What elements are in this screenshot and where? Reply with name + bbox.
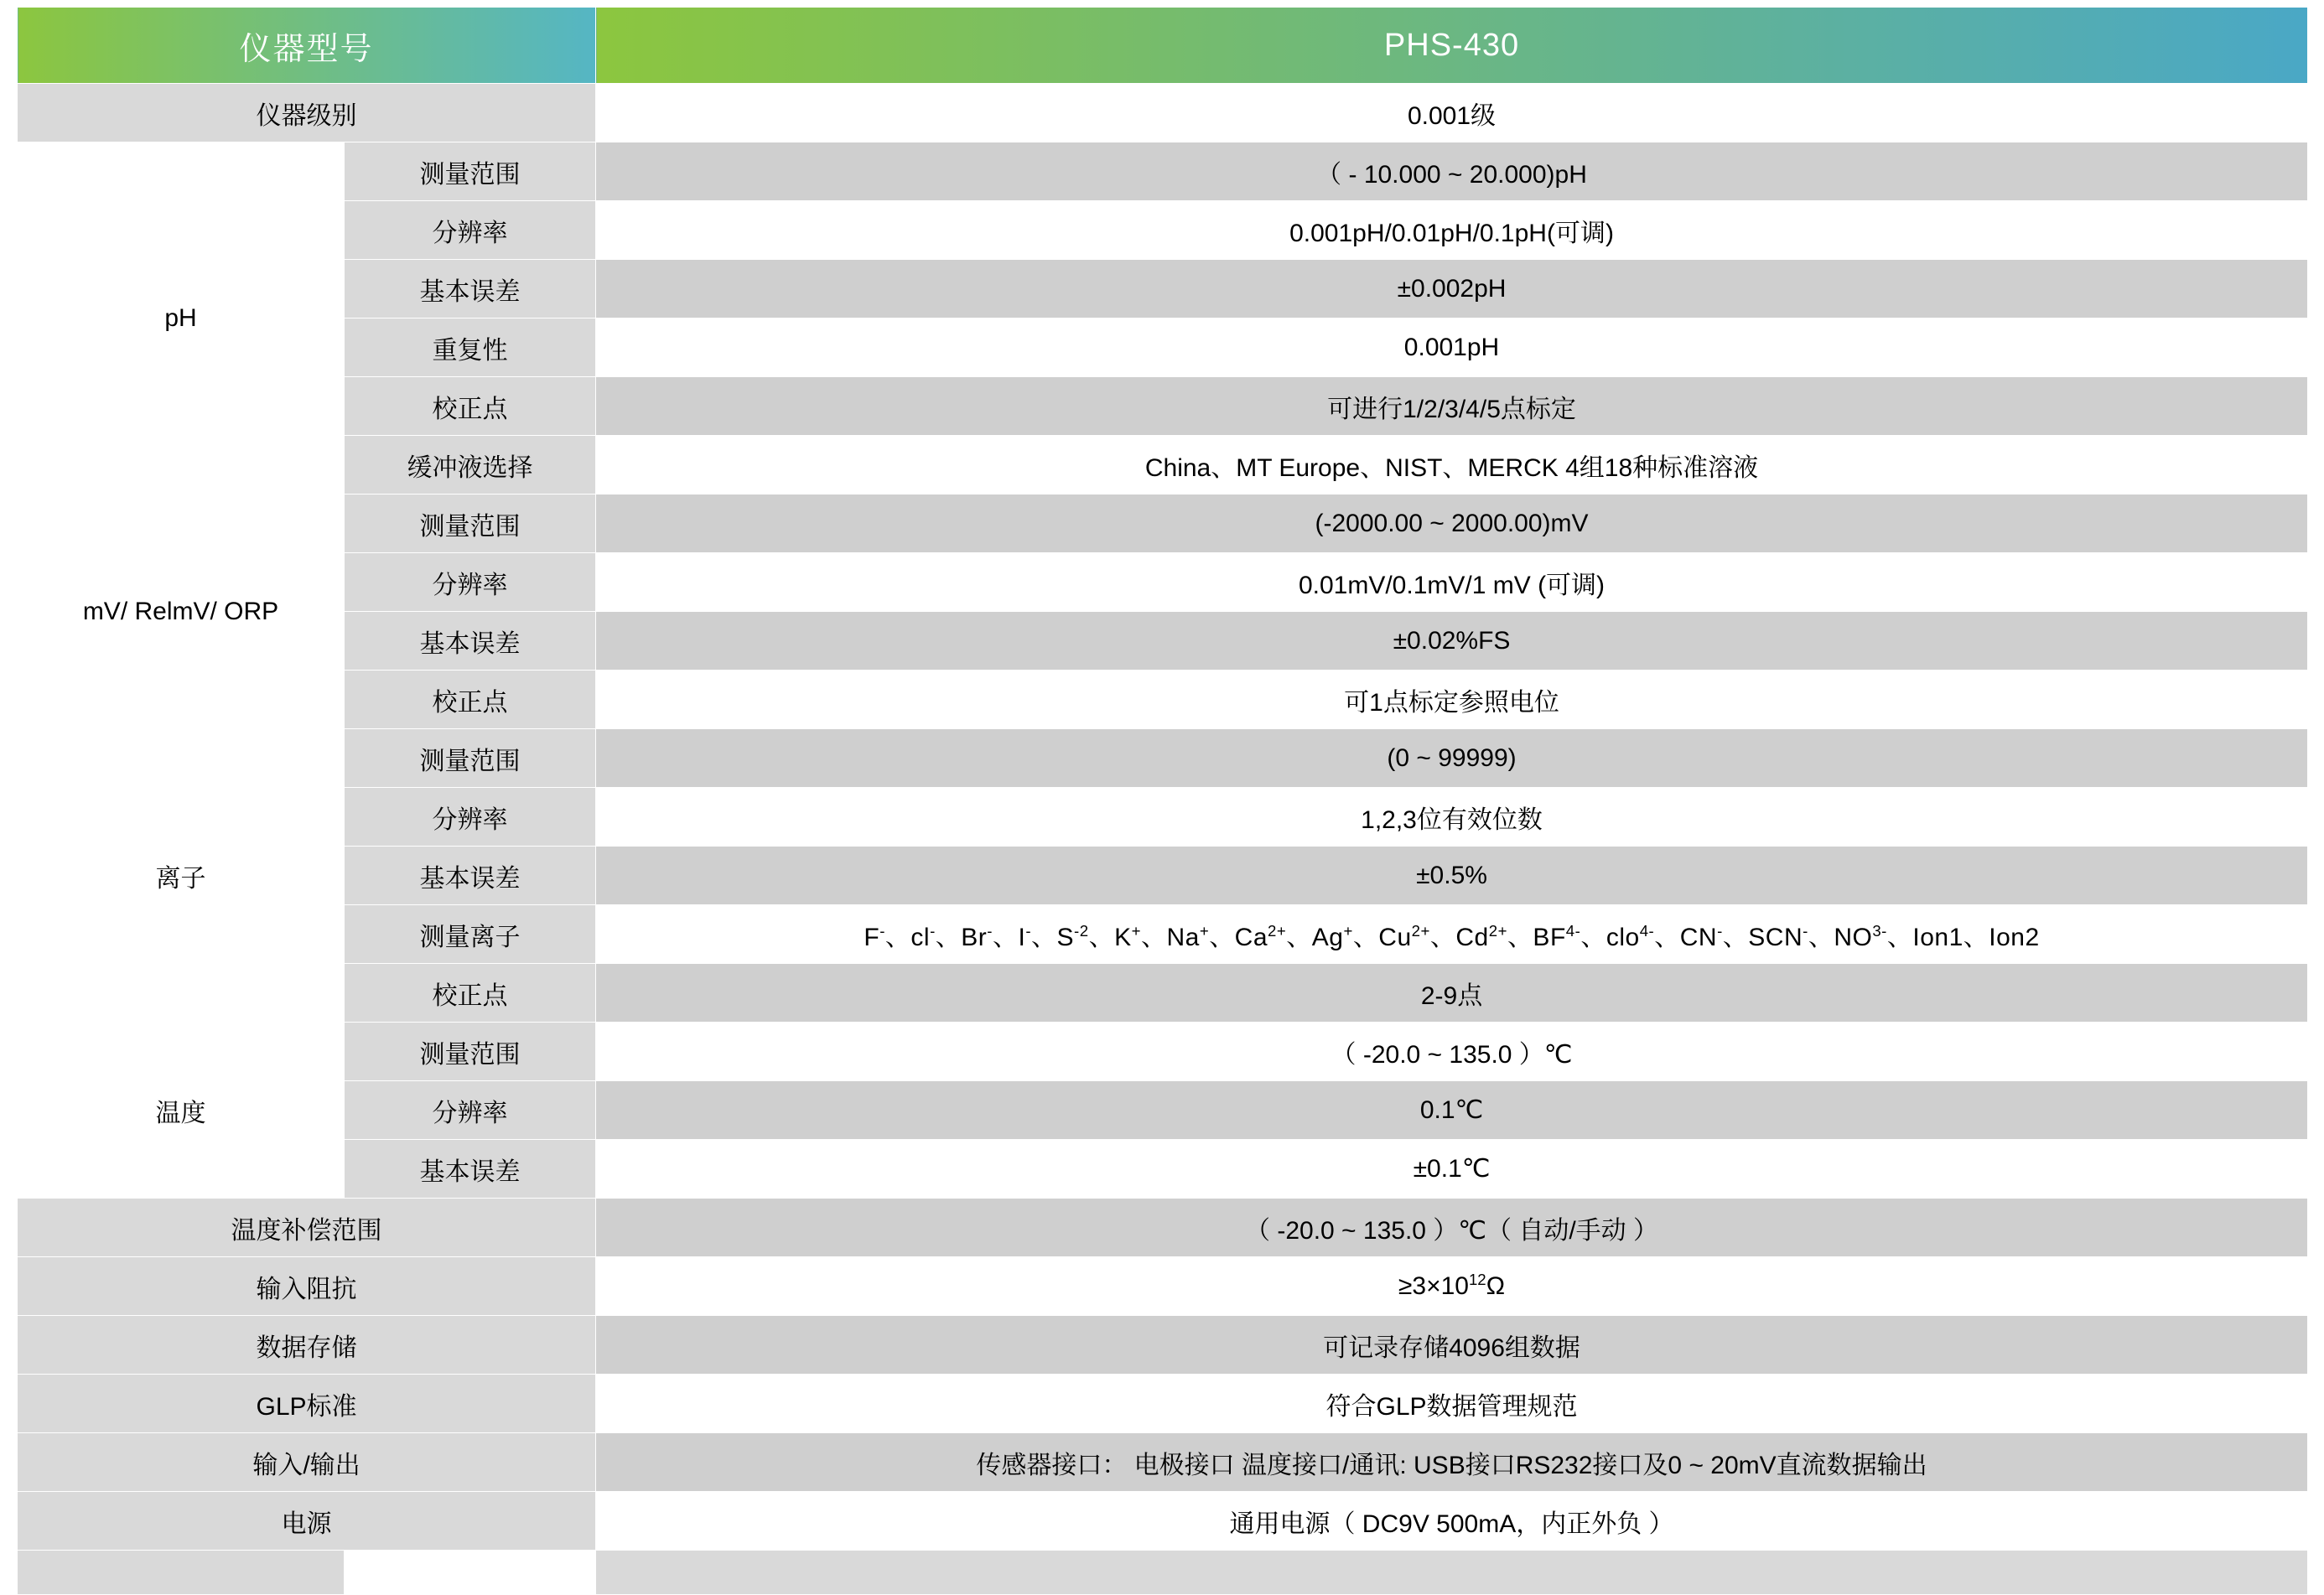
temp-compensation-label: 温度补偿范围 — [18, 1199, 596, 1257]
table-row — [18, 377, 2308, 436]
input-impedance-label: 输入阻抗 — [18, 1257, 596, 1316]
group-label-ion: 离子 — [18, 729, 345, 1023]
temp-error-label: 基本误差 — [345, 1140, 596, 1199]
ph-resolution-value: 0.001pH/0.01pH/0.1pH(可调) — [596, 201, 2308, 260]
temp-range-value: （ -20.0 ~ 135.0 ）℃ — [596, 1023, 2308, 1081]
ph-repeatability-label: 重复性 — [345, 318, 596, 377]
table-row — [18, 142, 2308, 201]
table-row — [18, 553, 2308, 612]
ph-repeatability-value: 0.001pH — [596, 318, 2308, 377]
group-label-mv: mV/ RelmV/ ORP — [18, 495, 345, 729]
data-storage-value: 可记录存储4096组数据 — [596, 1316, 2308, 1375]
table-row — [18, 964, 2308, 1023]
temp-range-label: 测量范围 — [345, 1023, 596, 1081]
mv-calibration-value: 可1点标定参照电位 — [596, 671, 2308, 729]
mv-range-value: (-2000.00 ~ 2000.00)mV — [596, 495, 2308, 553]
temp-compensation-value: （ -20.0 ~ 135.0 ）℃（ 自动/手动 ） — [596, 1199, 2308, 1257]
table-row — [18, 1257, 2308, 1316]
mv-error-value: ±0.02%FS — [596, 612, 2308, 671]
group-label-ph: pH — [18, 142, 345, 495]
table-row — [18, 1375, 2308, 1433]
trailing-cell-left — [18, 1551, 345, 1595]
ion-range-label: 测量范围 — [345, 729, 596, 788]
table-row — [18, 612, 2308, 671]
table-row — [18, 260, 2308, 318]
mv-resolution-value: 0.01mV/0.1mV/1 mV (可调) — [596, 553, 2308, 612]
mv-resolution-label: 分辨率 — [345, 553, 596, 612]
grade-label: 仪器级别 — [18, 84, 596, 142]
trailing-cell-right — [596, 1551, 2308, 1595]
ion-species-label: 测量离子 — [345, 905, 596, 964]
group-label-temperature: 温度 — [18, 1023, 345, 1199]
table-row — [18, 847, 2308, 905]
ph-resolution-label: 分辨率 — [345, 201, 596, 260]
ph-buffer-label: 缓冲液选择 — [345, 436, 596, 495]
mv-calibration-label: 校正点 — [345, 671, 596, 729]
glp-standard-value: 符合GLP数据管理规范 — [596, 1375, 2308, 1433]
table-row — [18, 201, 2308, 260]
header-model-label: 仪器型号 — [18, 8, 596, 84]
power-value: 通用电源（ DC9V 500mA，内正外负 ） — [596, 1492, 2308, 1551]
grade-value: 0.001级 — [596, 84, 2308, 142]
header-model-value: PHS-430 — [596, 8, 2308, 84]
table-row — [18, 84, 2308, 142]
io-value: 传感器接口： 电极接口 温度接口/通讯: USB接口RS232接口及0 ~ 20mV直流数据输出 — [596, 1433, 2308, 1492]
table-row — [18, 788, 2308, 847]
ph-range-label: 测量范围 — [345, 142, 596, 201]
ion-range-value: (0 ~ 99999) — [596, 729, 2308, 788]
ph-calibration-label: 校正点 — [345, 377, 596, 436]
table-row — [18, 436, 2308, 495]
mv-range-label: 测量范围 — [345, 495, 596, 553]
temp-resolution-label: 分辨率 — [345, 1081, 596, 1140]
table-header-row — [18, 8, 2308, 84]
ion-species-value: F-、cl-、Br-、I-、$S^{-2}$、K+、Na+、$Ca^{2+}$、Ag+、$Cu^{2+}$、$Cd^{2+}$、$BF^{4-}$、clo$^{4-}$、CN-、SCN-、$NO^{3-}$、Ion1、Ion2 — [596, 905, 2308, 964]
trailing-cell-mid — [345, 1551, 596, 1595]
input-impedance-value: $\ge 3\times 10^{12}\Omega$ — [596, 1257, 2308, 1316]
ion-error-label: 基本误差 — [345, 847, 596, 905]
glp-standard-label: GLP标准 — [18, 1375, 596, 1433]
table-row — [18, 1081, 2308, 1140]
table-row — [18, 1316, 2308, 1375]
table-row — [18, 318, 2308, 377]
ion-resolution-label: 分辨率 — [345, 788, 596, 847]
temp-resolution-value: 0.1℃ — [596, 1081, 2308, 1140]
table-row — [18, 729, 2308, 788]
specification-table — [17, 7, 2308, 1595]
ion-calibration-label: 校正点 — [345, 964, 596, 1023]
table-row-trailing — [18, 1551, 2308, 1595]
table-row — [18, 905, 2308, 964]
ph-error-label: 基本误差 — [345, 260, 596, 318]
table-row — [18, 671, 2308, 729]
ph-calibration-value: 可进行1/2/3/4/5点标定 — [596, 377, 2308, 436]
temp-error-value: ±0.1℃ — [596, 1140, 2308, 1199]
ph-buffer-value: China、MT Europe、NIST、MERCK 4组18种标准溶液 — [596, 436, 2308, 495]
ion-error-value: ±0.5% — [596, 847, 2308, 905]
table-row — [18, 1492, 2308, 1551]
io-label: 输入/输出 — [18, 1433, 596, 1492]
mv-error-label: 基本误差 — [345, 612, 596, 671]
ph-range-value: （ - 10.000 ~ 20.000)pH — [596, 142, 2308, 201]
table-row — [18, 1140, 2308, 1199]
table-row — [18, 1199, 2308, 1257]
power-label: 电源 — [18, 1492, 596, 1551]
data-storage-label: 数据存储 — [18, 1316, 596, 1375]
ion-calibration-value: 2-9点 — [596, 964, 2308, 1023]
table-row — [18, 1433, 2308, 1492]
table-row — [18, 1023, 2308, 1081]
table-row — [18, 495, 2308, 553]
ion-resolution-value: 1,2,3位有效位数 — [596, 788, 2308, 847]
ph-error-value: ±0.002pH — [596, 260, 2308, 318]
